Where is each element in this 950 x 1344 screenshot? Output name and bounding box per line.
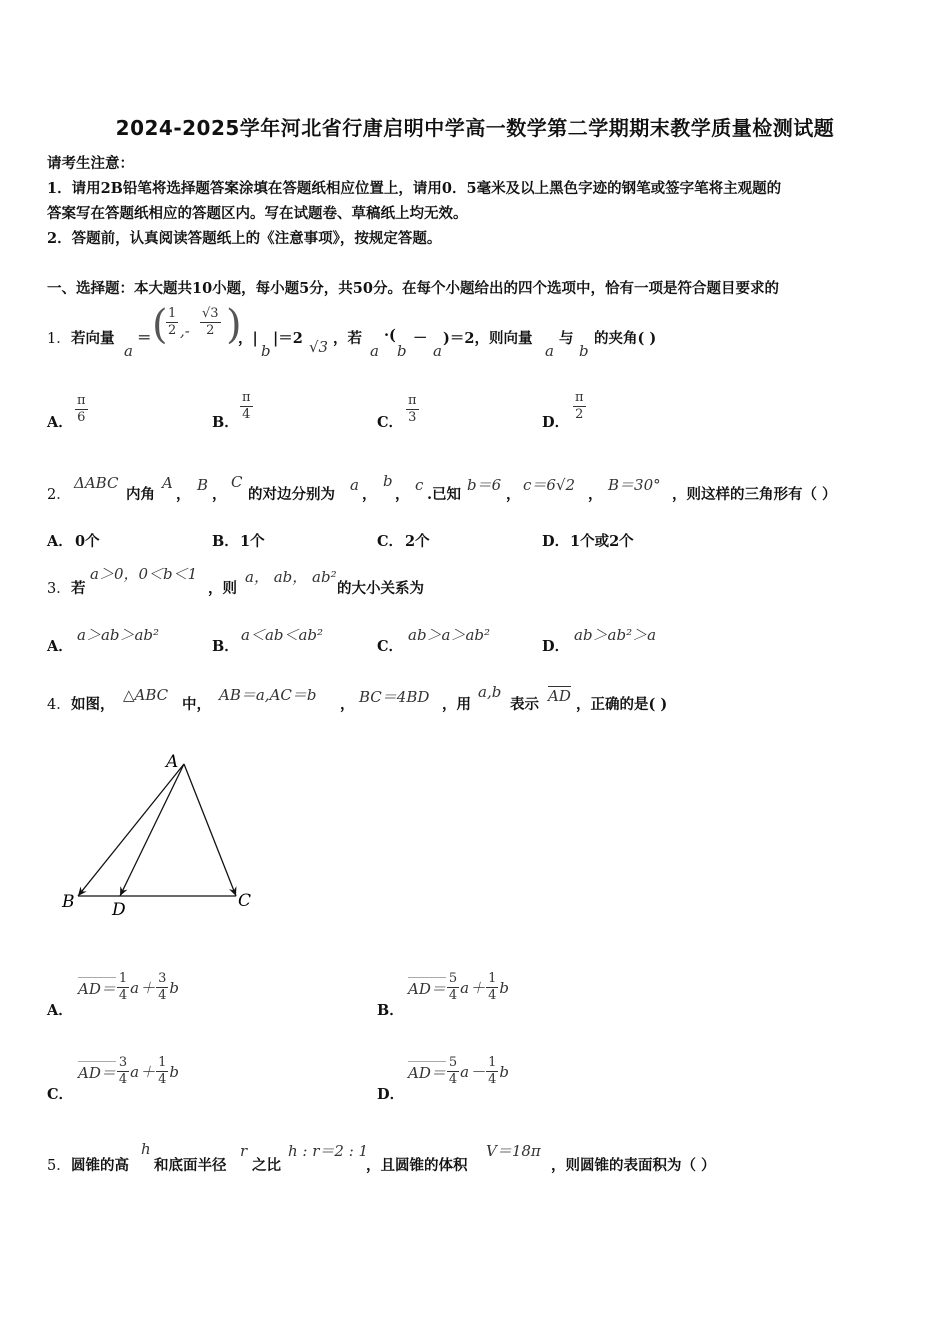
- q2-option-a[interactable]: 0个: [75, 533, 100, 550]
- q4-text-2: 中，: [182, 696, 211, 713]
- q2-cond-2: c＝6√2: [523, 476, 576, 494]
- q1-option-c[interactable]: $\frac{\pi}{3}$: [408, 393, 417, 425]
- q5-number: 5．: [47, 1158, 71, 1174]
- q1-option-d[interactable]: $\frac{\pi}{2}$: [575, 390, 584, 422]
- q1-text-4: ，若: [333, 330, 362, 347]
- q2-comma-1: ，: [176, 486, 191, 503]
- q1-vec-a-4: a: [545, 342, 554, 360]
- q2-text-1: 内角: [126, 486, 155, 503]
- q2-number: 2．: [47, 487, 71, 503]
- q1-option-a-label[interactable]: A．: [47, 414, 73, 431]
- q3-option-c-label[interactable]: C．: [377, 638, 404, 655]
- label-b: B: [62, 892, 75, 912]
- q1-text-5: ·(: [384, 327, 396, 344]
- q2-option-c-label[interactable]: C．: [377, 533, 404, 550]
- q4-text-4: 表示: [510, 696, 539, 713]
- q1-text-6: －: [413, 330, 428, 347]
- q1-sep: ,-: [180, 322, 190, 340]
- q5-text-1: 圆锥的高: [71, 1157, 129, 1174]
- q1-option-b[interactable]: $\frac{\pi}{4}$: [242, 390, 251, 422]
- q1-option-b-label[interactable]: B．: [212, 414, 239, 431]
- q1-option-c-label[interactable]: C．: [377, 414, 404, 431]
- q3-option-a[interactable]: a＞ab＞ab²: [77, 626, 160, 644]
- q1-vec-b-3: b: [579, 342, 589, 360]
- notice-line-1a: 1．请用2B铅笔将选择题答案涂填在答题纸相应位置上，请用0．5毫米及以上黑色字迹的钢笔或签字笔将主观题的: [47, 180, 782, 197]
- q1-sqrt3: √3: [309, 338, 329, 356]
- q2-cond-1: b＝6: [467, 476, 502, 494]
- q1-vec-b-2: b: [397, 342, 407, 360]
- section-heading: 一、选择题：本大题共10小题，每小题5分，共50分。在每个小题给出的四个选项中，恰有一项是符合题目要求的: [47, 280, 779, 297]
- q4-text-3: ，用: [442, 696, 471, 713]
- q2-option-b[interactable]: 1个: [240, 533, 265, 550]
- q2-angle-a: A: [162, 474, 173, 492]
- notice-line-2: 2．答题前，认真阅读答题纸上的《注意事项》，按规定答题。: [47, 230, 442, 247]
- q3-option-c[interactable]: ab＞a＞ab²: [408, 626, 491, 644]
- q2-comma-2: ，: [212, 486, 227, 503]
- label-c: C: [238, 891, 252, 911]
- q4-option-a[interactable]: AD＝ $\frac{1}{4}$ a ＋ $\frac{3}{4}$ b: [78, 971, 179, 1003]
- q4-vec-ad: AD: [548, 687, 571, 705]
- q1-text-3: |＝2: [273, 330, 303, 347]
- q4-text-1: 如图，: [71, 696, 115, 713]
- q2-option-d-label[interactable]: D．: [542, 533, 570, 550]
- q2-side-b: b: [383, 472, 393, 490]
- q5-h: h: [141, 1140, 151, 1158]
- q1-frac-1: $\frac{1}{2}$: [168, 306, 177, 338]
- q4-option-b-label[interactable]: B．: [377, 1002, 404, 1019]
- q1-text-7: )＝2，则向量: [443, 330, 533, 347]
- q2-text-2: 的对边分别为: [248, 486, 335, 503]
- q4-option-a-label[interactable]: A．: [47, 1002, 73, 1019]
- q2-option-a-label[interactable]: A．: [47, 533, 73, 550]
- vector-ad: [120, 764, 184, 896]
- q4-option-d[interactable]: AD＝ $\frac{5}{4}$ a － $\frac{1}{4}$ b: [408, 1055, 509, 1087]
- q1-text-8: 与: [559, 330, 574, 347]
- notice-line-1b: 答案写在答题纸相应的答题区内。写在试题卷、草稿纸上均无效。: [47, 205, 468, 222]
- q2-side-a: a: [350, 476, 359, 494]
- q4-option-c-label[interactable]: C．: [47, 1086, 74, 1103]
- q1-eq: ＝: [137, 330, 152, 347]
- q2-comma-4: ，: [395, 486, 410, 503]
- q2-option-c[interactable]: 2个: [405, 533, 430, 550]
- q1-text-1: 若向量: [71, 330, 115, 347]
- q3-condition: a＞0，0＜b＜1: [90, 565, 198, 583]
- q4-cond-2: BC＝4BD: [359, 688, 430, 706]
- q3-values: a， ab， ab²: [245, 568, 337, 586]
- q4-comma: ，: [340, 696, 355, 713]
- q3-option-a-label[interactable]: A．: [47, 638, 73, 655]
- q2-comma-6: ，: [588, 486, 603, 503]
- q1-text-2: ，|: [238, 330, 258, 347]
- q2-side-c: c: [415, 476, 424, 494]
- q3-text-3: 的大小关系为: [337, 580, 424, 597]
- q3-option-d[interactable]: ab＞ab²＞a: [574, 626, 657, 644]
- q2-triangle: ΔABC: [74, 474, 119, 492]
- q3-option-b[interactable]: a＜ab＜ab²: [241, 626, 324, 644]
- q1-paren-open: (: [152, 302, 168, 348]
- page-title: 2024-2025学年河北省行唐启明中学高一数学第二学期期末教学质量检测试题: [115, 116, 835, 140]
- q1-number: 1．: [47, 331, 71, 347]
- q2-text-3: .已知: [427, 486, 462, 503]
- q4-triangle: △ABC: [123, 686, 169, 704]
- q3-option-d-label[interactable]: D．: [542, 638, 570, 655]
- q4-option-b[interactable]: AD＝ $\frac{5}{4}$ a ＋ $\frac{1}{4}$ b: [408, 971, 509, 1003]
- label-a: A: [166, 752, 179, 772]
- q5-text-2: 和底面半径: [154, 1157, 227, 1174]
- notice-heading: 请考生注意：: [47, 155, 134, 172]
- q5-text-5: ，则圆锥的表面积为（ ）: [551, 1157, 716, 1174]
- triangle-figure: [58, 748, 268, 923]
- q5-volume: V＝18π: [486, 1142, 541, 1160]
- q4-ab: a,b: [478, 683, 502, 701]
- q5-r: r: [240, 1142, 248, 1160]
- q2-comma-3: ，: [362, 486, 377, 503]
- q5-text-3: 之比: [252, 1157, 281, 1174]
- q4-option-c[interactable]: AD＝ $\frac{3}{4}$ a ＋ $\frac{1}{4}$ b: [78, 1055, 179, 1087]
- vector-ac: [184, 764, 236, 896]
- q2-angle-c: C: [231, 473, 243, 491]
- q1-option-d-label[interactable]: D．: [542, 414, 570, 431]
- q2-angle-b: B: [197, 476, 209, 494]
- q2-text-4: ，则这样的三角形有（ ）: [672, 486, 837, 503]
- q2-comma-5: ，: [506, 486, 521, 503]
- label-d: D: [112, 900, 126, 920]
- q3-option-b-label[interactable]: B．: [212, 638, 239, 655]
- q4-option-d-label[interactable]: D．: [377, 1086, 405, 1103]
- q4-text-5: ，正确的是( ): [576, 696, 668, 713]
- q1-text-9: 的夹角( ): [594, 330, 657, 347]
- q1-vec-b: b: [261, 342, 271, 360]
- q1-frac-2: $\frac{√3}{2}$: [202, 306, 219, 338]
- q4-cond-1: AB＝a,AC＝b: [219, 686, 317, 704]
- q1-paren-close: ): [226, 302, 242, 348]
- vector-ab: [78, 764, 184, 896]
- q2-cond-3: B＝30°: [608, 476, 661, 494]
- q5-text-4: ，且圆锥的体积: [366, 1157, 468, 1174]
- q3-text-1: 若: [71, 580, 86, 597]
- q2-option-b-label[interactable]: B．: [212, 533, 239, 550]
- q3-text-2: ，则: [208, 580, 237, 597]
- q2-option-d[interactable]: 1个或2个: [570, 533, 634, 550]
- q1-option-a[interactable]: $\frac{\pi}{6}$: [77, 393, 86, 425]
- q1-vec-a-2: a: [370, 342, 379, 360]
- q4-number: 4．: [47, 697, 71, 713]
- q3-number: 3．: [47, 581, 71, 597]
- q1-vec-a: a: [124, 342, 133, 360]
- q5-ratio: h : r＝2 : 1: [288, 1142, 369, 1160]
- q1-vec-a-3: a: [433, 342, 442, 360]
